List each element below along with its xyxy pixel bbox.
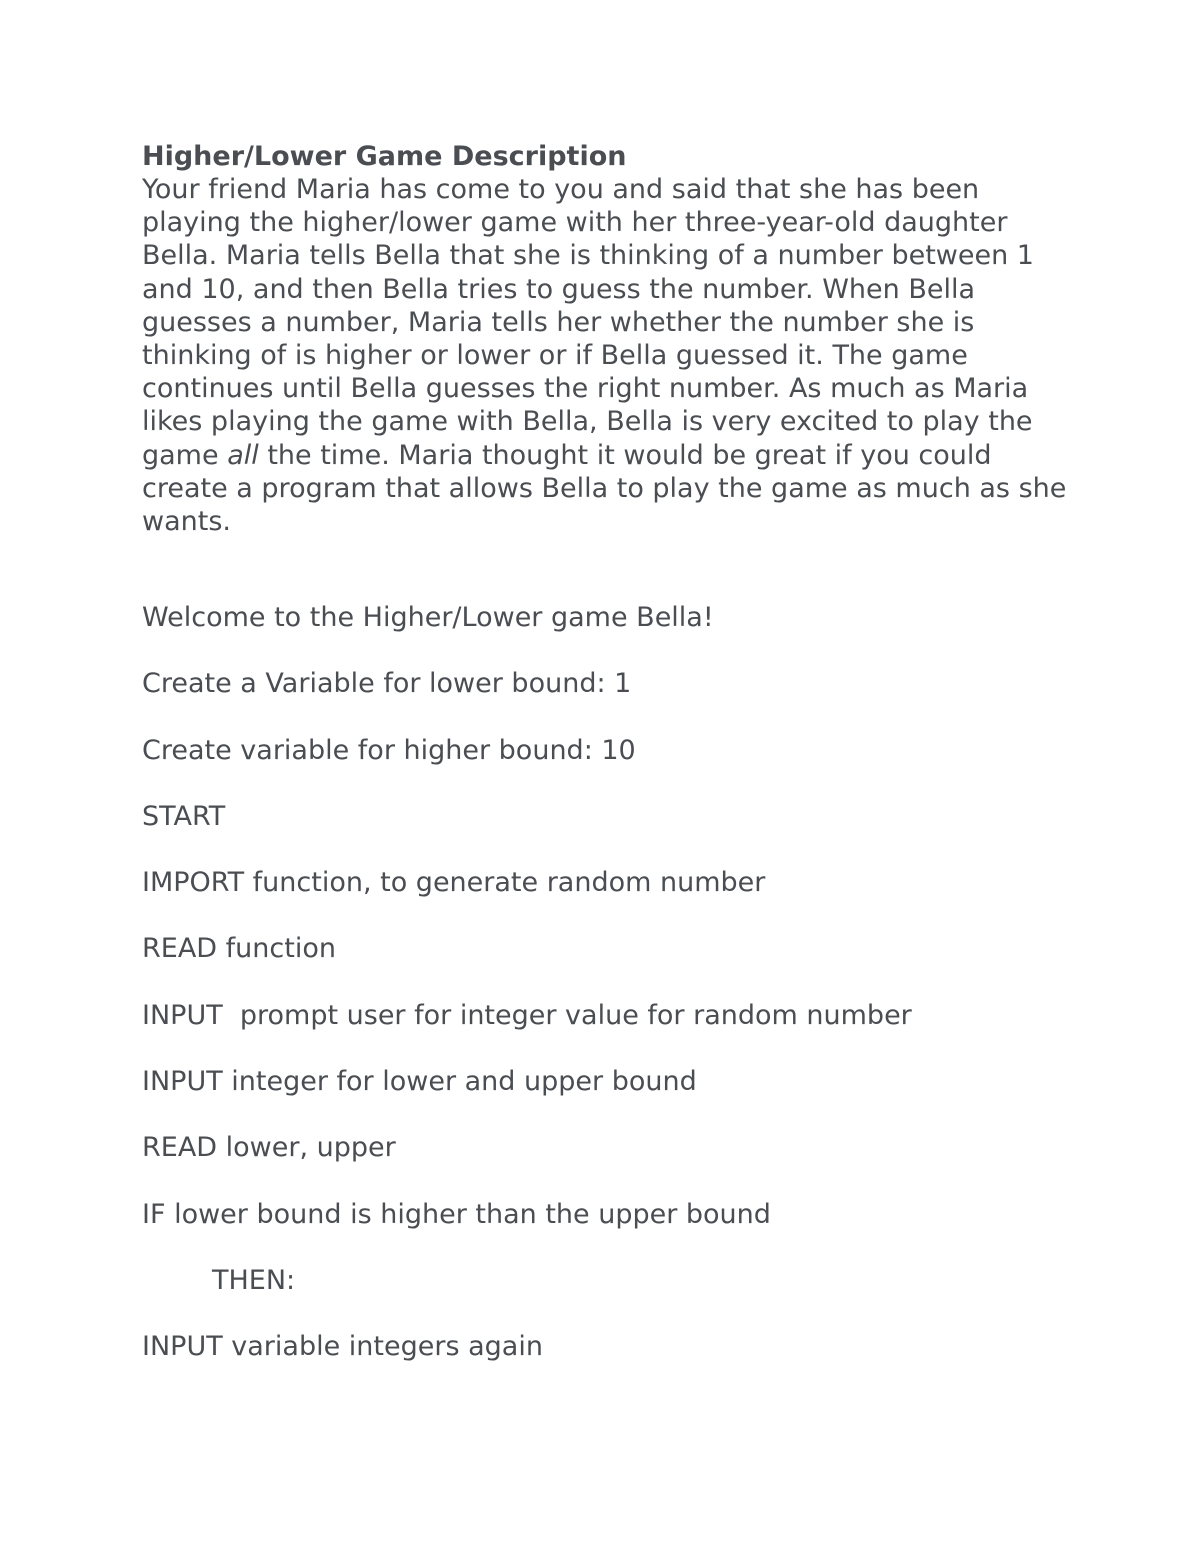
pseudocode-line-welcome: Welcome to the Higher/Lower game Bella! <box>142 602 714 633</box>
pseudocode-line-if: IF lower bound is higher than the upper bound <box>142 1198 771 1230</box>
pseudocode-line-read-bounds: READ lower, upper <box>142 1132 396 1164</box>
intro-text-start: Your friend Maria has come to you and said that she has been playing the higher/lower game with her three-year-old daughter Bella. Maria tells Bella that she is thinking of a number between 1 and 10, and then Bella tries to guess the number. When Bella guesses a number, Maria tells her whether the number she is thinking of is higher or lower or if Bella guessed it. The game continues until Bella guesses the right number. As much as Maria likes playing the game with Bella, Bella is very excited to play the game <box>142 174 1034 471</box>
pseudocode-line-start: START <box>142 800 226 832</box>
pseudocode-line-import: IMPORT function, to generate random number <box>142 867 766 899</box>
intro-emphasis: all <box>227 439 259 471</box>
document-title: Higher/Lower Game Description <box>142 141 627 172</box>
pseudocode-line-then: THEN: <box>212 1264 296 1296</box>
pseudocode-block <box>142 601 1072 1397</box>
pseudocode-line-read-function: READ function <box>142 933 336 965</box>
pseudocode-line-higher-bound: Create variable for higher bound: 10 <box>142 734 636 766</box>
pseudocode-line-input-bounds: INPUT integer for lower and upper bound <box>142 1066 697 1098</box>
pseudocode-line-lower-bound: Create a Variable for lower bound: 1 <box>142 668 632 700</box>
intro-paragraph <box>142 173 1072 538</box>
intro-text-end: the time. Maria thought it would be great if you could create a program that allows Bella to play the game as much as she wants. <box>142 439 1067 538</box>
document-body <box>142 140 1072 538</box>
pseudocode-line-input-again: INPUT variable integers again <box>142 1331 543 1363</box>
pseudocode-line-input-prompt: INPUT prompt user for integer value for random number <box>142 999 912 1031</box>
